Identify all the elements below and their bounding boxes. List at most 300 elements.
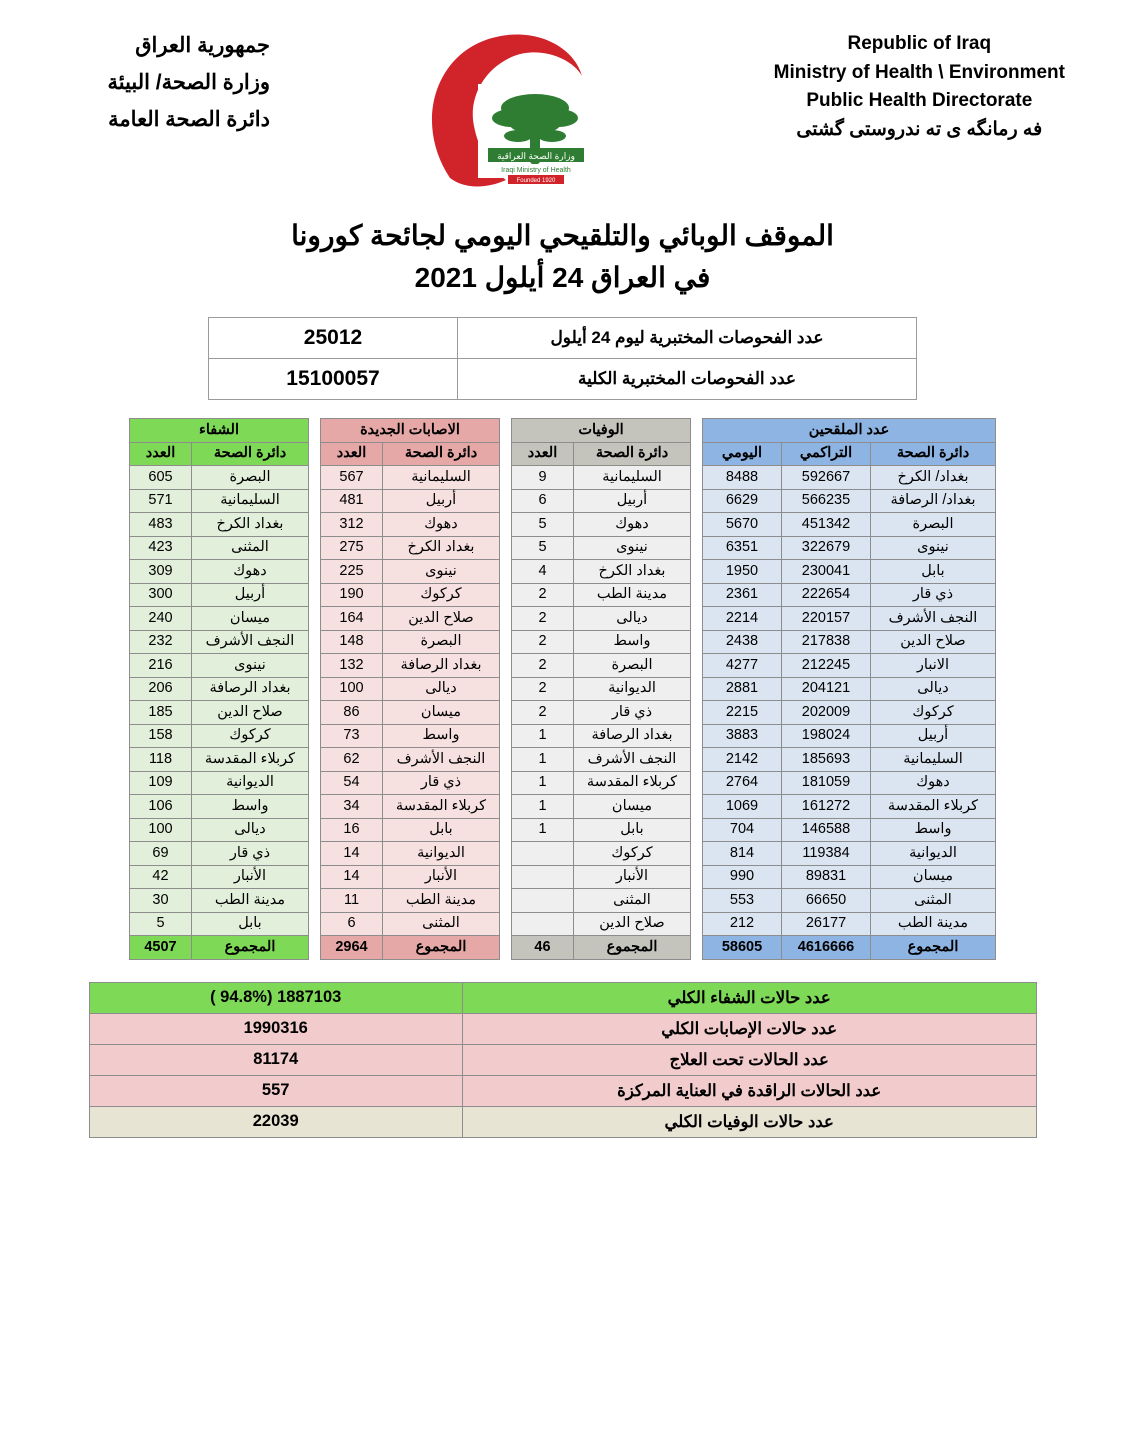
cell-count: 109 — [130, 771, 192, 795]
table-row — [512, 489, 691, 513]
cell-name: صلاح الدين — [383, 607, 500, 631]
table-row — [321, 865, 500, 889]
cell-name: صلاح الدين — [192, 701, 309, 725]
cell-count: 11 — [321, 889, 383, 913]
cell-count: 483 — [130, 513, 192, 537]
table-total-row — [703, 936, 996, 960]
cell-name: دهوك — [383, 513, 500, 537]
cell-count: 1 — [512, 724, 574, 748]
cell-count: 73 — [321, 724, 383, 748]
cell-count: 190 — [321, 583, 383, 607]
cell-count: 5 — [130, 912, 192, 936]
cell-count: 206 — [130, 677, 192, 701]
cell-daily: 6351 — [703, 536, 782, 560]
cell-name: البصرة — [871, 513, 996, 537]
summary-value: 1887103 (94.8% ) — [89, 982, 462, 1013]
cell-name: المثنى — [192, 536, 309, 560]
header-arabic-line-1: جمهورية العراق — [135, 34, 270, 57]
cell-name: البصرة — [574, 654, 691, 678]
cell-name: واسط — [871, 818, 996, 842]
cell-name: بغداد الكرخ — [192, 513, 309, 537]
cell-daily: 212 — [703, 912, 782, 936]
table-row — [703, 466, 996, 490]
deaths-col-health-dept: دائرة الصحة — [574, 442, 691, 466]
table-row — [130, 748, 309, 772]
cell-count: 100 — [321, 677, 383, 701]
cell-name: ميسان — [574, 795, 691, 819]
cell-name: نينوى — [574, 536, 691, 560]
cell-name: ذي قار — [574, 701, 691, 725]
cell-total-count: 4507 — [130, 936, 192, 960]
summary-label: عدد حالات الشفاء الكلي — [462, 982, 1036, 1013]
table-row — [209, 359, 917, 400]
cell-name: الديوانية — [383, 842, 500, 866]
cell-name: كربلاء المقدسة — [192, 748, 309, 772]
table-row — [130, 677, 309, 701]
table-row — [321, 560, 500, 584]
cell-daily: 4277 — [703, 654, 782, 678]
vaccinated-table — [702, 418, 996, 960]
summary-value: 81174 — [89, 1044, 462, 1075]
cell-daily: 3883 — [703, 724, 782, 748]
table-row — [321, 748, 500, 772]
cell-name: أربيل — [383, 489, 500, 513]
table-row — [703, 536, 996, 560]
cell-name: بابل — [574, 818, 691, 842]
table-row — [703, 654, 996, 678]
recovered-table-body — [130, 466, 309, 960]
header-arabic-line-3: دائرة الصحة العامة — [108, 107, 270, 131]
table-row — [703, 607, 996, 631]
cell-count: 6 — [321, 912, 383, 936]
cell-cumulative: 185693 — [782, 748, 871, 772]
cell-count: 225 — [321, 560, 383, 584]
page-title — [0, 215, 1125, 299]
cell-count: 605 — [130, 466, 192, 490]
cell-daily: 6629 — [703, 489, 782, 513]
table-row — [130, 865, 309, 889]
table-row — [512, 654, 691, 678]
table-caption-row — [703, 419, 996, 443]
table-row — [321, 842, 500, 866]
table-caption-row — [512, 419, 691, 443]
svg-text:Founded 1920: Founded 1920 — [516, 178, 556, 184]
table-row — [512, 607, 691, 631]
table-row — [512, 724, 691, 748]
cell-cumulative: 66650 — [782, 889, 871, 913]
cell-count — [512, 889, 574, 913]
cell-name: أربيل — [574, 489, 691, 513]
cell-name: دهوك — [871, 771, 996, 795]
cell-count — [512, 865, 574, 889]
table-row — [209, 318, 917, 359]
vaccinated-col-cumulative: التراكمي — [782, 442, 871, 466]
table-header-row — [130, 442, 309, 466]
cell-name: بغداد/ الكرخ — [871, 466, 996, 490]
cell-daily: 553 — [703, 889, 782, 913]
table-row — [703, 889, 996, 913]
cell-count: 567 — [321, 466, 383, 490]
cell-daily: 2214 — [703, 607, 782, 631]
cell-cumulative: 204121 — [782, 677, 871, 701]
table-row — [130, 842, 309, 866]
summary-label: عدد الحالات الراقدة في العناية المركزة — [462, 1075, 1036, 1106]
table-row — [512, 748, 691, 772]
cell-count: 54 — [321, 771, 383, 795]
cell-name: نينوى — [192, 654, 309, 678]
cell-name: واسط — [192, 795, 309, 819]
cell-name: النجف الأشرف — [871, 607, 996, 631]
cell-count: 42 — [130, 865, 192, 889]
cell-name: دهوك — [192, 560, 309, 584]
summary-value: 557 — [89, 1075, 462, 1106]
cell-daily: 2438 — [703, 630, 782, 654]
cell-count: 275 — [321, 536, 383, 560]
table-row — [130, 489, 309, 513]
new-cases-caption: الاصابات الجديدة — [321, 419, 500, 443]
cell-name: مدينة الطب — [383, 889, 500, 913]
table-row — [321, 536, 500, 560]
cell-count: 69 — [130, 842, 192, 866]
vaccinated-table-block — [702, 418, 996, 960]
cell-name: بغداد الرصافة — [574, 724, 691, 748]
cell-name: ديالى — [871, 677, 996, 701]
cell-cumulative: 566235 — [782, 489, 871, 513]
header-english-line-1: Republic of Iraq — [847, 33, 992, 54]
table-row — [512, 630, 691, 654]
cell-name: نينوى — [383, 560, 500, 584]
cell-count: 312 — [321, 513, 383, 537]
table-row — [512, 513, 691, 537]
cell-name: بابل — [383, 818, 500, 842]
cell-name: النجف الأشرف — [574, 748, 691, 772]
cell-cumulative: 119384 — [782, 842, 871, 866]
new-cases-table-body — [321, 466, 500, 960]
recovered-col-count: العدد — [130, 442, 192, 466]
cell-total-count: 46 — [512, 936, 574, 960]
table-row — [130, 466, 309, 490]
cell-count: 2 — [512, 677, 574, 701]
cell-cumulative: 212245 — [782, 654, 871, 678]
table-row — [703, 818, 996, 842]
cell-name: كركوك — [574, 842, 691, 866]
cell-name: السليمانية — [383, 466, 500, 490]
cell-daily: 2881 — [703, 677, 782, 701]
summary-label: عدد حالات الإصابات الكلي — [462, 1013, 1036, 1044]
cell-total-count: 2964 — [321, 936, 383, 960]
cell-daily: 8488 — [703, 466, 782, 490]
cell-count: 148 — [321, 630, 383, 654]
deaths-table-block — [511, 418, 691, 960]
table-row — [703, 771, 996, 795]
recovered-table — [129, 418, 309, 960]
cell-name: الأنبار — [192, 865, 309, 889]
data-tables-grid — [0, 418, 1125, 960]
table-row — [321, 701, 500, 725]
cell-name: المثنى — [383, 912, 500, 936]
table-row — [130, 560, 309, 584]
summary-row-total-cases — [89, 1013, 1036, 1044]
cell-name: الديوانية — [871, 842, 996, 866]
table-row — [130, 818, 309, 842]
table-total-row — [512, 936, 691, 960]
cell-name: مدينة الطب — [574, 583, 691, 607]
table-row — [321, 654, 500, 678]
cell-cumulative: 198024 — [782, 724, 871, 748]
cell-name: ديالى — [192, 818, 309, 842]
cell-name: بغداد الكرخ — [574, 560, 691, 584]
cell-name: السليمانية — [871, 748, 996, 772]
cell-name: مدينة الطب — [871, 912, 996, 936]
page-title-line-1: الموقف الوبائي والتلقيحي اليومي لجائحة كورونا — [291, 220, 834, 251]
table-row — [321, 489, 500, 513]
table-row — [321, 607, 500, 631]
table-row — [703, 842, 996, 866]
cell-name: بغداد الكرخ — [383, 536, 500, 560]
table-row — [512, 536, 691, 560]
cell-name: بغداد/ الرصافة — [871, 489, 996, 513]
cell-daily: 2215 — [703, 701, 782, 725]
cell-name: ديالى — [574, 607, 691, 631]
table-row — [130, 536, 309, 560]
cell-count: 158 — [130, 724, 192, 748]
summary-row-total-deaths — [89, 1106, 1036, 1137]
cell-count: 34 — [321, 795, 383, 819]
table-row — [703, 748, 996, 772]
cell-total-label: المجموع — [383, 936, 500, 960]
daily-tests-value: 25012 — [209, 318, 458, 359]
table-row — [130, 771, 309, 795]
cell-name: البصرة — [383, 630, 500, 654]
table-row — [130, 630, 309, 654]
cell-name: ميسان — [192, 607, 309, 631]
cell-name: كركوك — [871, 701, 996, 725]
table-row — [512, 795, 691, 819]
cell-count — [512, 842, 574, 866]
cell-count: 300 — [130, 583, 192, 607]
svg-text:وزارة الصحة العراقية: وزارة الصحة العراقية — [496, 151, 575, 161]
cell-total-label: المجموع — [574, 936, 691, 960]
cell-name: ميسان — [871, 865, 996, 889]
table-row — [321, 583, 500, 607]
cell-name: بغداد الرصافة — [383, 654, 500, 678]
cell-count: 2 — [512, 654, 574, 678]
summary-label: عدد الحالات تحت العلاج — [462, 1044, 1036, 1075]
cell-count: 118 — [130, 748, 192, 772]
cell-cumulative: 181059 — [782, 771, 871, 795]
table-row — [512, 560, 691, 584]
table-row — [321, 818, 500, 842]
cell-cumulative: 146588 — [782, 818, 871, 842]
cell-count: 423 — [130, 536, 192, 560]
cell-name: صلاح الدين — [871, 630, 996, 654]
table-row — [321, 889, 500, 913]
cell-count: 240 — [130, 607, 192, 631]
deaths-table-body — [512, 466, 691, 960]
recovered-col-health-dept: دائرة الصحة — [192, 442, 309, 466]
cell-name: السليمانية — [574, 466, 691, 490]
table-row — [130, 912, 309, 936]
cell-name: أربيل — [192, 583, 309, 607]
table-row — [703, 513, 996, 537]
cell-name: النجف الأشرف — [383, 748, 500, 772]
cell-cumulative: 202009 — [782, 701, 871, 725]
header-arabic — [40, 28, 270, 138]
cell-count: 9 — [512, 466, 574, 490]
new-cases-table — [320, 418, 500, 960]
cell-cumulative: 26177 — [782, 912, 871, 936]
table-row — [321, 724, 500, 748]
cell-count: 571 — [130, 489, 192, 513]
iraqi-ministry-of-health-logo-icon — [422, 28, 622, 193]
cell-name: بابل — [871, 560, 996, 584]
svg-text:Iraqi Ministry of Health: Iraqi Ministry of Health — [500, 167, 571, 174]
cell-name: الديوانية — [574, 677, 691, 701]
table-row — [512, 771, 691, 795]
cell-daily: 1950 — [703, 560, 782, 584]
table-row — [703, 630, 996, 654]
cell-cumulative: 161272 — [782, 795, 871, 819]
cell-count: 14 — [321, 842, 383, 866]
cell-daily: 2361 — [703, 583, 782, 607]
summary-table — [89, 982, 1037, 1138]
cell-name: النجف الأشرف — [192, 630, 309, 654]
deaths-caption: الوفيات — [512, 419, 691, 443]
cell-count: 1 — [512, 748, 574, 772]
table-header-row — [703, 442, 996, 466]
cell-count: 5 — [512, 513, 574, 537]
table-row — [703, 560, 996, 584]
cell-count: 309 — [130, 560, 192, 584]
cell-name: صلاح الدين — [574, 912, 691, 936]
cell-cumulative: 592667 — [782, 466, 871, 490]
cell-count: 216 — [130, 654, 192, 678]
table-row — [703, 795, 996, 819]
cell-count: 232 — [130, 630, 192, 654]
cell-count: 1 — [512, 771, 574, 795]
daily-tests-label: عدد الفحوصات المختبرية ليوم 24 أيلول — [458, 318, 917, 359]
table-row — [703, 912, 996, 936]
cell-count: 6 — [512, 489, 574, 513]
cell-name: نينوى — [871, 536, 996, 560]
table-total-row — [130, 936, 309, 960]
table-row — [512, 677, 691, 701]
cell-name: ديالى — [383, 677, 500, 701]
cell-name: بغداد الرصافة — [192, 677, 309, 701]
total-tests-label: عدد الفحوصات المختبرية الكلية — [458, 359, 917, 400]
cell-name: كربلاء المقدسة — [871, 795, 996, 819]
cell-count: 2 — [512, 630, 574, 654]
cell-total-label: المجموع — [871, 936, 996, 960]
cell-count: 100 — [130, 818, 192, 842]
cell-cumulative: 451342 — [782, 513, 871, 537]
table-row — [321, 677, 500, 701]
table-row — [130, 654, 309, 678]
cell-count: 30 — [130, 889, 192, 913]
table-row — [130, 701, 309, 725]
cell-name: البصرة — [192, 466, 309, 490]
cell-name: الديوانية — [192, 771, 309, 795]
cell-cumulative: 222654 — [782, 583, 871, 607]
page-title-line-2: في العراق 24 أيلول 2021 — [414, 262, 711, 293]
cell-name: كربلاء المقدسة — [383, 795, 500, 819]
cell-count: 106 — [130, 795, 192, 819]
table-row — [321, 912, 500, 936]
table-caption-row — [130, 419, 309, 443]
cell-cumulative: 89831 — [782, 865, 871, 889]
cell-cumulative: 230041 — [782, 560, 871, 584]
cell-count: 5 — [512, 536, 574, 560]
cell-count: 1 — [512, 795, 574, 819]
cell-name: مدينة الطب — [192, 889, 309, 913]
header-english-line-2: Ministry of Health \ Environment — [773, 61, 1065, 83]
table-row — [703, 583, 996, 607]
cell-name: ذي قار — [383, 771, 500, 795]
table-row — [130, 583, 309, 607]
cell-name: كركوك — [383, 583, 500, 607]
table-row — [130, 795, 309, 819]
table-row — [703, 724, 996, 748]
lab-tests-table — [208, 317, 917, 400]
vaccinated-table-body — [703, 466, 996, 960]
cell-name: بابل — [192, 912, 309, 936]
summary-row-icu — [89, 1075, 1036, 1106]
table-caption-row — [321, 419, 500, 443]
table-header-row — [321, 442, 500, 466]
table-header-row — [512, 442, 691, 466]
header-english-line-3: Public Health Directorate — [806, 90, 1033, 111]
table-row — [703, 489, 996, 513]
header-arabic-line-2: وزارة الصحة/ البيئة — [107, 70, 270, 94]
new-cases-col-health-dept: دائرة الصحة — [383, 442, 500, 466]
cell-name: واسط — [383, 724, 500, 748]
cell-count: 2 — [512, 607, 574, 631]
table-row — [512, 865, 691, 889]
document-header — [0, 0, 1125, 193]
table-total-row — [321, 936, 500, 960]
vaccinated-col-daily: اليومي — [703, 442, 782, 466]
cell-cumulative: 322679 — [782, 536, 871, 560]
cell-count: 2 — [512, 583, 574, 607]
summary-value: 1990316 — [89, 1013, 462, 1044]
cell-name: كركوك — [192, 724, 309, 748]
cell-count: 185 — [130, 701, 192, 725]
table-row — [321, 795, 500, 819]
summary-label: عدد حالات الوفيات الكلي — [462, 1106, 1036, 1137]
cell-daily: 5670 — [703, 513, 782, 537]
cell-count: 14 — [321, 865, 383, 889]
summary-value: 22039 — [89, 1106, 462, 1137]
cell-daily: 2142 — [703, 748, 782, 772]
cell-name: ميسان — [383, 701, 500, 725]
cell-cumulative: 220157 — [782, 607, 871, 631]
cell-total-daily: 58605 — [703, 936, 782, 960]
table-row — [130, 607, 309, 631]
table-row — [512, 842, 691, 866]
new-cases-table-block — [320, 418, 500, 960]
cell-count: 1 — [512, 818, 574, 842]
cell-daily: 814 — [703, 842, 782, 866]
table-row — [512, 912, 691, 936]
deaths-col-count: العدد — [512, 442, 574, 466]
cell-count: 62 — [321, 748, 383, 772]
cell-name: كربلاء المقدسة — [574, 771, 691, 795]
table-row — [703, 701, 996, 725]
table-row — [512, 889, 691, 913]
cell-name: الأنبار — [383, 865, 500, 889]
cell-daily: 2764 — [703, 771, 782, 795]
table-row — [512, 466, 691, 490]
